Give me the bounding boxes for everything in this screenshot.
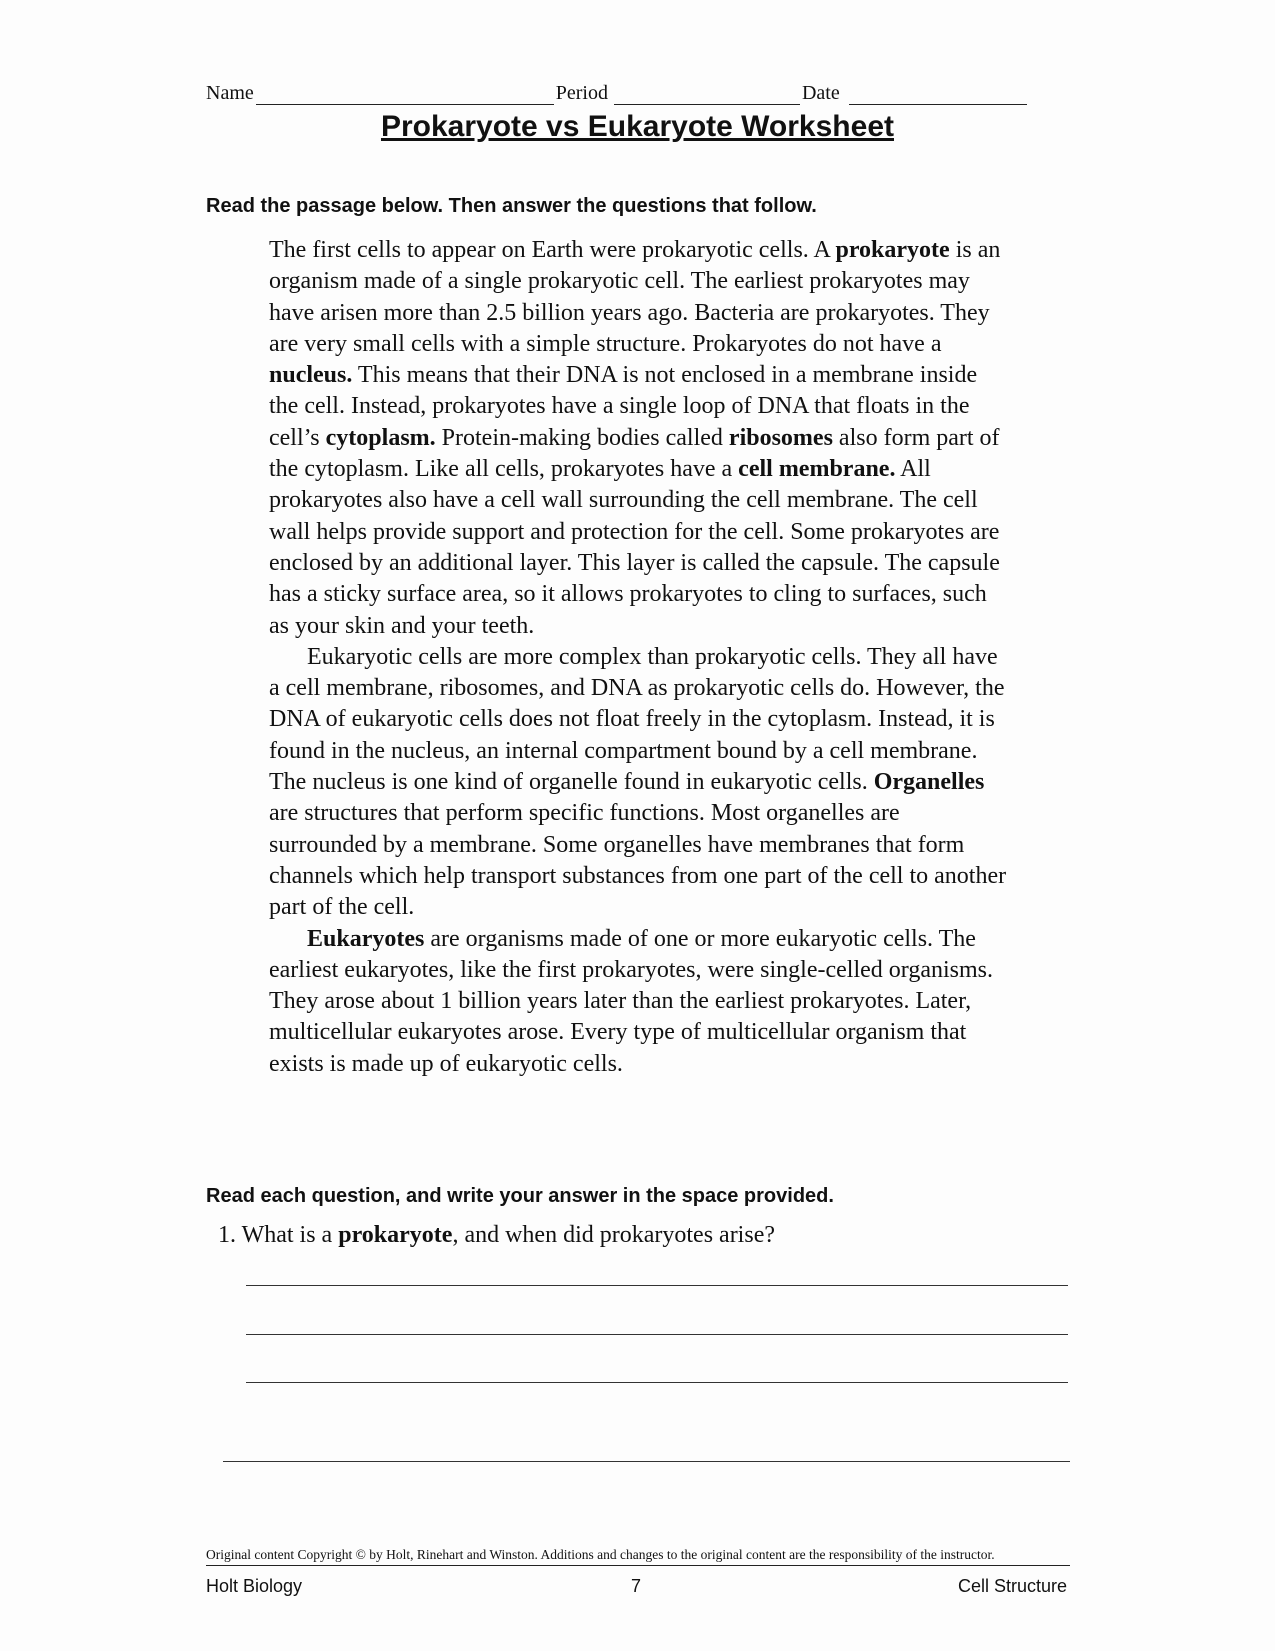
question-instructions: Read each question, and write your answer in the space provided.	[206, 1185, 834, 1207]
term-prokaryote: prokaryote	[835, 237, 950, 263]
question-number: 1.	[218, 1222, 236, 1248]
answer-line[interactable]	[246, 1285, 1068, 1286]
page-number: 7	[631, 1576, 642, 1596]
passage-paragraph-1: The first cells to appear on Earth were prokaryotic cells. A prokaryote is an organism made of a single prokaryotic cell. The earliest prokaryotes may have arisen more than 2.5 billion years ago. Bacteria are prokaryotes. They are very small cells with a simple structure. Prokaryotes do not have a nucleus. This means that their DNA is not enclosed in a membrane inside the cell. Instead, prokaryotes have a single loop of DNA that floats in the cell’s cytoplasm. Protein-making bodies called ribosomes also form part of the cytoplasm. Like all cells, prokaryotes have a cell membrane. All prokaryotes also have a cell wall surrounding the cell membrane. The cell wall helps provide support and protection for the cell. Some prokaryotes are enclosed by an additional layer. This layer is called the capsule. The capsule has a sticky surface area, so it allows prokaryotes to cling to surfaces, such as your skin and your teeth.	[269, 237, 1001, 639]
footer-divider	[206, 1565, 1070, 1566]
student-info-row	[206, 82, 1068, 105]
passage-paragraph-3: Eukaryotes are organisms made of one or more eukaryotic cells. The earliest eukaryotes, like the first prokaryotes, were single-celled organisms. They arose about 1 billion years later than the earliest prokaryotes. Later, multicellular eukaryotes arose. Every type of multicellular organism that exists is made up of eukaryotic cells.	[269, 925, 993, 1077]
footer-chapter: Cell Structure	[957, 1576, 1067, 1596]
term-ribosomes: ribosomes	[728, 424, 833, 451]
name-field[interactable]	[256, 86, 554, 105]
reading-passage	[269, 235, 1009, 1080]
answer-line[interactable]	[223, 1461, 1070, 1462]
term-nucleus: nucleus.	[269, 362, 353, 389]
term-eukaryotes: Eukaryotes	[307, 925, 425, 952]
name-label: Name	[206, 82, 254, 104]
worksheet-title: Prokaryote vs Eukaryote Worksheet	[380, 110, 894, 143]
term-organelles: Organelles	[873, 769, 985, 796]
term-cell-membrane: cell membrane.	[738, 456, 896, 483]
footer-book-title: Holt Biology	[206, 1576, 303, 1596]
passage-paragraph-2: Eukaryotic cells are more complex than prokaryotic cells. They all have a cell membrane, ribosomes, and DNA as prokaryotic cells do. However, the DNA of eukaryotic cells does not float freely in the cytoplasm. Instead, it is found in the nucleus, an internal compartment bound by a cell membrane. The nucleus is one kind of organelle found in eukaryotic cells. Organelles are structures that perform specific functions. Most organelles are surrounded by a membrane. Some organelles have membranes that form channels which help transport substances from one part of the cell to another part of the cell.	[269, 643, 1007, 921]
period-label: Period	[555, 82, 608, 104]
answer-line[interactable]	[246, 1334, 1068, 1335]
passage-instructions: Read the passage below. Then answer the questions that follow.	[206, 195, 817, 217]
copyright-notice: Original content Copyright © by Holt, Rinehart and Winston. Additions and changes to the original content are the responsibility of the instructor.	[206, 1547, 995, 1562]
period-field[interactable]	[614, 86, 800, 105]
term-cytoplasm: cytoplasm.	[325, 424, 436, 451]
date-field[interactable]	[849, 86, 1027, 105]
date-label: Date	[801, 82, 840, 104]
term-prokaryote: prokaryote	[338, 1222, 453, 1248]
question-1: 1. What is a prokaryote, and when did prokaryotes arise?	[218, 1222, 775, 1248]
answer-line[interactable]	[246, 1382, 1068, 1383]
